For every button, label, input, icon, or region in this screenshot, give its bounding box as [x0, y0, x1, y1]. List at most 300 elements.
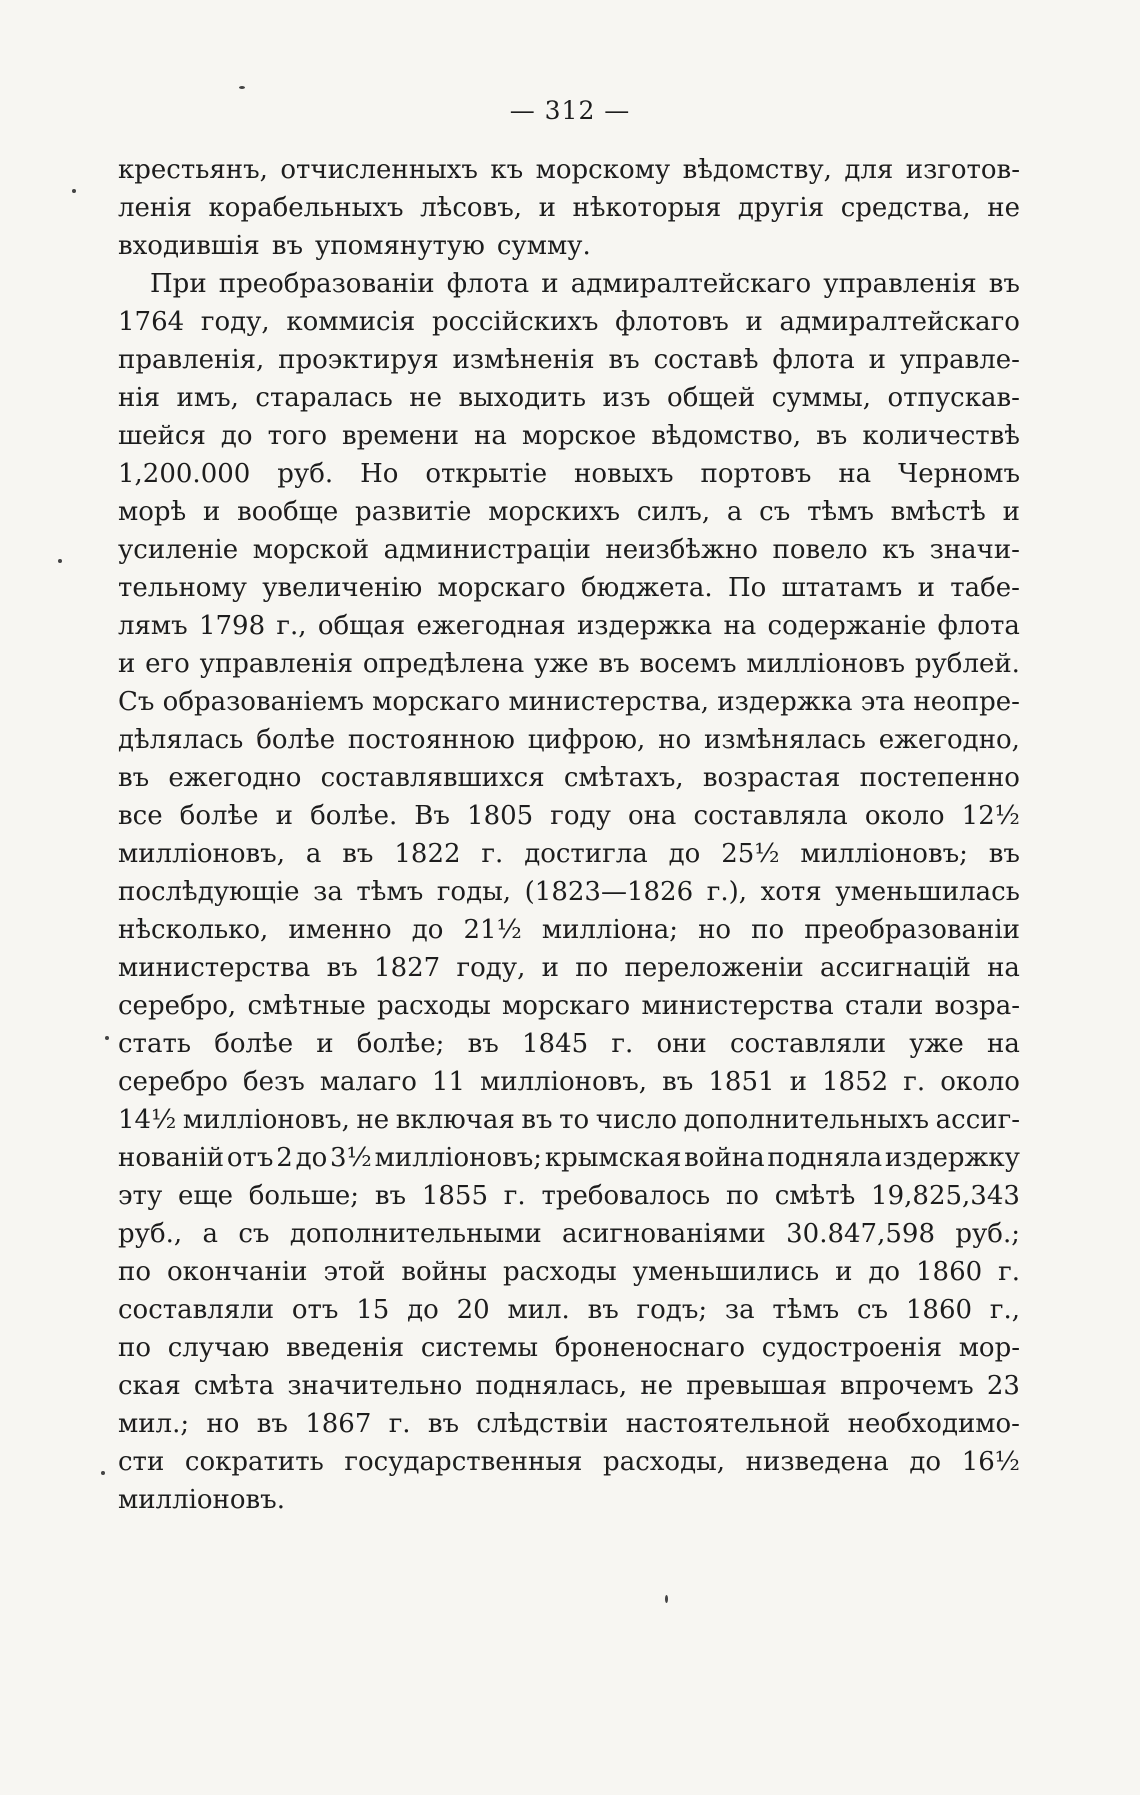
word: отъ	[291, 1295, 339, 1325]
word: содержаніе	[767, 611, 927, 641]
word: морскаго	[372, 687, 501, 717]
word: милліоновъ;	[800, 839, 968, 869]
text-line	[118, 455, 1020, 493]
word: необходимо-	[847, 1409, 1020, 1439]
word: новыхъ	[574, 459, 674, 489]
text-line	[118, 569, 1020, 607]
word: 1867	[305, 1409, 372, 1439]
word: его	[145, 649, 190, 679]
word: Въ	[414, 801, 450, 831]
word: министерства,	[508, 687, 710, 717]
word: смѣта	[193, 1371, 275, 1401]
word: расходы	[377, 991, 491, 1021]
word: руб.,	[118, 1219, 183, 1249]
word: 1764	[118, 307, 185, 337]
word: старалась	[255, 383, 393, 413]
word: открытіе	[425, 459, 548, 489]
word: 3½	[330, 1143, 372, 1173]
text-line	[118, 1063, 1020, 1101]
word: въ	[988, 269, 1020, 299]
word: слѣдствіи	[476, 1409, 609, 1439]
word: Черномъ	[898, 459, 1020, 489]
text-line	[118, 721, 1020, 759]
word: милліона;	[541, 915, 679, 945]
word: подняла	[767, 1143, 883, 1173]
word: шейся	[118, 421, 206, 451]
word: 15	[356, 1295, 390, 1325]
word: изготов-	[905, 155, 1020, 185]
word: и	[538, 193, 556, 223]
word: съ	[759, 497, 791, 527]
word: милліоновъ.	[118, 1485, 285, 1515]
text-line	[118, 265, 1020, 303]
text-line	[118, 1101, 1020, 1139]
word: уменьшилась	[835, 877, 1020, 907]
word: увеличенію	[262, 573, 423, 603]
word: морскихъ	[488, 497, 621, 527]
word: силъ,	[636, 497, 711, 527]
text-line	[118, 949, 1020, 987]
word: морскаго	[437, 573, 566, 603]
word: но	[206, 1409, 240, 1439]
word: болѣе;	[356, 1029, 445, 1059]
word: на	[987, 953, 1020, 983]
text-line	[118, 835, 1020, 873]
word: въ	[608, 345, 640, 375]
word: и	[917, 573, 935, 603]
word: милліоновъ	[746, 649, 906, 679]
word: за	[313, 877, 343, 907]
word: г.,	[276, 611, 307, 641]
word: постоянною	[347, 725, 515, 755]
word: проэктируя	[278, 345, 439, 375]
body-text	[118, 151, 1020, 1519]
word: неизбѣжно	[605, 535, 758, 565]
word: сумму.	[496, 231, 591, 261]
word: средства,	[840, 193, 971, 223]
word: флота	[772, 345, 855, 375]
word: переложеніи	[624, 953, 804, 983]
word: броненоснаго	[554, 1333, 746, 1363]
word: судостроенія	[761, 1333, 942, 1363]
word: ежегодная	[416, 611, 566, 641]
word: малаго	[319, 1067, 417, 1097]
word: году	[550, 801, 611, 831]
word: все	[118, 801, 163, 831]
word: измѣнялась	[703, 725, 866, 755]
word: (1823—1826	[524, 877, 694, 907]
word: входившія	[118, 231, 260, 261]
word: не	[640, 1371, 674, 1401]
word: г.	[481, 839, 504, 869]
word: за	[724, 1295, 755, 1325]
word: образованіемъ	[162, 687, 364, 717]
word: послѣдующіе	[118, 877, 300, 907]
word: и	[789, 1067, 807, 1097]
word: около	[864, 801, 945, 831]
word: имъ,	[176, 383, 239, 413]
word: тельному	[118, 573, 247, 603]
word: до	[868, 1257, 901, 1287]
word: но	[698, 915, 732, 945]
word: впрочемъ	[840, 1371, 974, 1401]
word: въ	[374, 1181, 407, 1211]
word: больше;	[248, 1181, 360, 1211]
word: администраціи	[383, 535, 591, 565]
word: правленія,	[118, 345, 265, 375]
word: общей	[667, 383, 756, 413]
word: дополнительными	[289, 1219, 542, 1249]
word: она	[627, 801, 677, 831]
word: и	[835, 1257, 853, 1287]
word: крымская	[544, 1143, 682, 1173]
word: восемъ	[639, 649, 737, 679]
word: опредѣлена	[362, 649, 525, 679]
text-line	[118, 151, 1020, 189]
word: смѣтѣ	[774, 1181, 856, 1211]
word: настоятельной	[625, 1409, 831, 1439]
word: расходы	[502, 1257, 617, 1287]
word: 1860	[915, 1257, 983, 1287]
word: на	[838, 459, 872, 489]
word: количествѣ	[862, 421, 1020, 451]
word: вѣдомству,	[682, 155, 832, 185]
word: издержку	[884, 1143, 1020, 1173]
word: управленія	[199, 649, 353, 679]
word: министерства	[118, 953, 311, 983]
word: управленія	[823, 269, 977, 299]
word: ежегодно,	[878, 725, 1020, 755]
word: этой	[323, 1257, 386, 1287]
word: болѣе	[256, 725, 336, 755]
word: вмѣстѣ	[890, 497, 986, 527]
word: по	[725, 1181, 759, 1211]
word: корабельныхъ	[208, 193, 404, 223]
word: и	[275, 801, 293, 831]
word: издержка	[717, 687, 853, 717]
word: 1852	[822, 1067, 889, 1097]
word: ская	[118, 1371, 181, 1401]
word: по	[118, 1257, 151, 1287]
word: развитіе	[355, 497, 472, 527]
word: милліоновъ;	[374, 1143, 543, 1173]
text-line	[118, 1025, 1020, 1063]
word: возрастая	[702, 763, 841, 793]
word: милліоновъ,	[118, 839, 285, 869]
word: война	[684, 1143, 765, 1173]
word: руб.;	[955, 1219, 1020, 1249]
word: 1851	[708, 1067, 775, 1097]
word: и	[202, 497, 221, 527]
word: на	[723, 611, 757, 641]
word: болѣе.	[310, 801, 398, 831]
text-line	[118, 645, 1020, 683]
word: на	[987, 1029, 1020, 1059]
text-line	[118, 417, 1020, 455]
text-line	[118, 683, 1020, 721]
word: въ	[118, 763, 150, 793]
word: они	[656, 1029, 707, 1059]
text-line	[118, 1329, 1020, 1367]
word: 2	[276, 1143, 293, 1173]
text-line	[118, 1177, 1020, 1215]
text-line	[118, 1253, 1020, 1291]
word: вѣдомство,	[651, 421, 802, 451]
print-speck	[58, 559, 62, 563]
word: упомянутую	[315, 231, 485, 261]
text-line	[118, 1443, 1020, 1481]
word: издержка	[576, 611, 713, 641]
word: отъ	[226, 1143, 274, 1173]
word: бюджета.	[580, 573, 713, 603]
word: по	[118, 1333, 151, 1363]
word: россійскихъ	[432, 307, 599, 337]
word: нованій	[118, 1143, 225, 1173]
word: Съ	[118, 687, 155, 717]
text-line	[118, 911, 1020, 949]
word: году,	[456, 953, 526, 983]
word: г.	[611, 1029, 634, 1059]
word: серебро	[118, 1067, 228, 1097]
word: болѣе	[214, 1029, 294, 1059]
word: ежегодно	[168, 763, 302, 793]
word: войны	[401, 1257, 487, 1287]
word: 1798	[198, 611, 266, 641]
word: въ	[326, 953, 358, 983]
word: морское	[521, 421, 637, 451]
word: случаю	[167, 1333, 270, 1363]
word: 20	[456, 1295, 490, 1325]
word: нія	[118, 383, 161, 413]
word: а	[202, 1219, 218, 1249]
word: еще	[178, 1181, 233, 1211]
word: флотовъ	[615, 307, 729, 337]
word: но	[658, 725, 692, 755]
text-line	[118, 379, 1020, 417]
word: хотя	[760, 877, 822, 907]
word: флота	[937, 611, 1020, 641]
text-line	[118, 227, 1020, 265]
word: въ	[467, 1029, 499, 1059]
word: 1860	[905, 1295, 973, 1325]
word: управле-	[899, 345, 1020, 375]
word: отпускав-	[887, 383, 1020, 413]
word: г.	[998, 1257, 1020, 1287]
word: стали	[845, 991, 924, 1021]
word: уже	[534, 649, 589, 679]
word: коммисія	[286, 307, 416, 337]
word: стать	[118, 1029, 191, 1059]
word: и	[541, 269, 559, 299]
word: милліоновъ,	[480, 1067, 648, 1097]
word: изъ	[602, 383, 651, 413]
word: г.	[903, 1067, 926, 1097]
word: крестьянъ,	[118, 155, 268, 185]
word: а	[305, 839, 322, 869]
word: постепенно	[859, 763, 1020, 793]
word: г.,	[989, 1295, 1020, 1325]
word: составѣ	[653, 345, 759, 375]
word: уже	[909, 1029, 964, 1059]
word: того	[267, 421, 327, 451]
word: морскому	[535, 155, 671, 185]
word: дополнительныхъ	[683, 1105, 930, 1135]
text-line	[118, 189, 1020, 227]
word: повело	[772, 535, 868, 565]
word: 19,825,343	[871, 1181, 1020, 1211]
word: портовъ	[700, 459, 812, 489]
print-speck	[239, 86, 245, 89]
word: эту	[118, 1181, 163, 1211]
word: При	[150, 269, 207, 299]
text-line	[118, 531, 1020, 569]
word: тѣмъ	[356, 877, 424, 907]
word: именно	[288, 915, 392, 945]
word: сократить	[184, 1447, 324, 1477]
word: въ	[816, 421, 848, 451]
word: до	[668, 839, 701, 869]
word: то	[559, 1105, 590, 1135]
word: 30.847,598	[786, 1219, 935, 1249]
word: по	[575, 953, 609, 983]
word: времени	[342, 421, 459, 451]
word: морской	[252, 535, 370, 565]
text-line	[118, 341, 1020, 379]
word: по	[751, 915, 785, 945]
word: дѣлялась	[118, 725, 244, 755]
word: въ	[662, 1067, 694, 1097]
word: отчисленныхъ	[280, 155, 478, 185]
word: 25½	[721, 839, 780, 869]
text-line	[118, 873, 1020, 911]
word: штатамъ	[781, 573, 903, 603]
word: до	[295, 1143, 328, 1173]
word: въ	[271, 231, 304, 261]
word: годы,	[436, 877, 512, 907]
word: смѣтные	[247, 991, 366, 1021]
word: значи-	[929, 535, 1020, 565]
word: г.),	[706, 877, 747, 907]
word: около	[940, 1067, 1020, 1097]
word: мил.;	[118, 1409, 190, 1439]
word: преобразованіи	[218, 269, 435, 299]
word: до	[411, 915, 444, 945]
word: ассиг-	[935, 1105, 1020, 1135]
text-line	[118, 759, 1020, 797]
word: нѣкоторыя	[572, 193, 722, 223]
text-line	[118, 1481, 1020, 1519]
word: асигнованіями	[562, 1219, 766, 1249]
word: выходить	[458, 383, 586, 413]
word: ассигнацій	[820, 953, 971, 983]
word: 1855	[421, 1181, 488, 1211]
print-speck	[665, 1595, 668, 1603]
word: г.	[503, 1181, 526, 1211]
word: 21½	[463, 915, 522, 945]
word: до	[407, 1295, 439, 1325]
word: нѣсколько,	[118, 915, 269, 945]
word: вообще	[237, 497, 339, 527]
word: требовалось	[541, 1181, 711, 1211]
word: мил.	[507, 1295, 570, 1325]
word: суммы,	[771, 383, 872, 413]
word: достигла	[524, 839, 648, 869]
word: съ	[856, 1295, 889, 1325]
word: системы	[420, 1333, 539, 1363]
word: усиленіе	[118, 535, 239, 565]
word: до	[909, 1447, 942, 1477]
word: и	[316, 1029, 334, 1059]
text-line	[118, 493, 1020, 531]
text-line	[118, 797, 1020, 835]
word: въ	[342, 839, 374, 869]
word: руб.	[277, 459, 334, 489]
word: г.	[388, 1409, 411, 1439]
word: и	[1002, 497, 1020, 527]
text-line	[118, 987, 1020, 1025]
word: число	[595, 1105, 677, 1135]
word: ленія	[118, 193, 192, 223]
word: въ	[427, 1409, 460, 1439]
word: къ	[490, 155, 524, 185]
page-number: — 312 —	[509, 96, 631, 125]
word: 23	[986, 1371, 1020, 1401]
word: до	[220, 421, 253, 451]
word: на	[474, 421, 507, 451]
word: введенія	[286, 1333, 405, 1363]
text-line	[118, 1367, 1020, 1405]
word: включая	[395, 1105, 515, 1135]
word: годъ;	[636, 1295, 708, 1325]
text-line	[118, 1139, 1020, 1177]
word: 1805	[467, 801, 534, 831]
text-line	[118, 1405, 1020, 1443]
word: составляли	[118, 1295, 275, 1325]
word: По	[727, 573, 767, 603]
word: Но	[360, 459, 399, 489]
word: составляла	[693, 801, 848, 831]
word: низведена	[745, 1447, 889, 1477]
word: лѣсовъ,	[420, 193, 522, 223]
word: 16½	[961, 1447, 1020, 1477]
word: возра-	[934, 991, 1020, 1021]
text-line	[118, 1215, 1020, 1253]
word: въ	[521, 1105, 553, 1135]
word: превышая	[686, 1371, 827, 1401]
word: и	[868, 345, 886, 375]
word: для	[844, 155, 894, 185]
word: въ	[256, 1409, 288, 1439]
word: адмиралтейскаго	[779, 307, 1020, 337]
word: 12½	[961, 801, 1020, 831]
word: тѣмъ	[807, 497, 874, 527]
word: поднялась,	[475, 1371, 628, 1401]
word: не	[356, 1105, 390, 1135]
word: составляли	[729, 1029, 887, 1059]
print-speck	[105, 1036, 109, 1040]
word: мор-	[958, 1333, 1020, 1363]
word: милліоновъ,	[182, 1105, 350, 1135]
word: болѣе	[179, 801, 259, 831]
word: составлявшихся	[320, 763, 545, 793]
word: въ	[587, 1295, 619, 1325]
word: 1827	[374, 953, 441, 983]
word: сти	[118, 1447, 165, 1477]
word: уменьшились	[632, 1257, 820, 1287]
print-speck	[72, 189, 76, 193]
word: общая	[317, 611, 406, 641]
word: 1822	[394, 839, 461, 869]
